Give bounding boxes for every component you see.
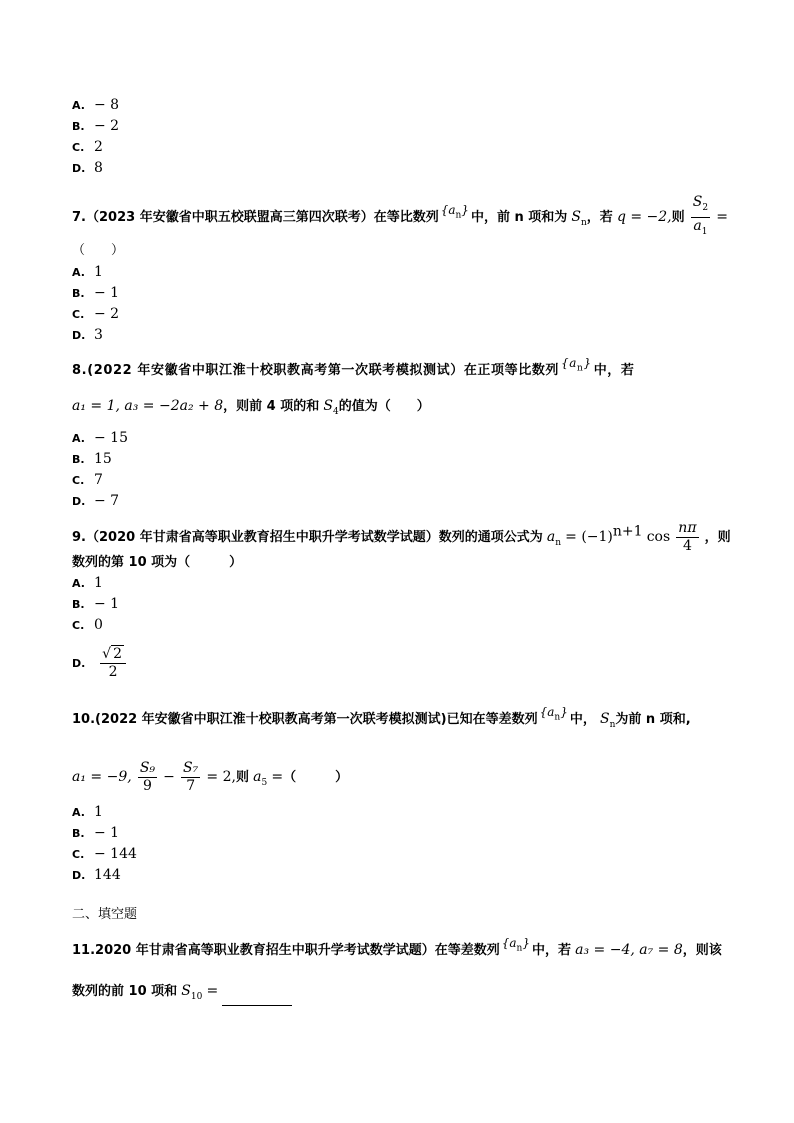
q6-option-a: A. − 8: [72, 97, 120, 113]
s10-symbol: $S_{10}$: [181, 983, 203, 1002]
q10-fraction-s9: $\frac{\text{S₉}}{9}$: [139, 760, 156, 794]
seq-an-brace: $\{a_n\}$: [440, 202, 469, 221]
q7-paren: （ ）: [72, 243, 125, 258]
sn-symbol: $S_n$: [571, 208, 587, 228]
q8-option-d: D. − 7: [72, 493, 120, 509]
s4-symbol: $S_4$: [323, 398, 339, 417]
q7-stem: 7.（2023 年安徽省中职五校联盟高三第四次联考）在等比数列 $\{a_n\}$ 中，前 n 项和为 $S_n$，若 q = −2,则 $\frac{S_2}{a_1}$ =: [72, 194, 728, 241]
q10-option-d: D. 144: [72, 867, 121, 883]
q9-stem-line1: 9.（2020 年甘肃省高等职业教育招生中职升学考试数学试题）数列的通项公式为 $a_n = (-1)^{n+1}$ cos $\frac{n\pi}{4}$ ，则: [72, 520, 731, 554]
q11-stem-line1: 11.2020 年甘肃省高等职业教育招生中职升学考试数学试题）在等差数列 $\{a_n\}$ 中，若 a₃ = −4, a₇ = 8，则该: [72, 936, 722, 958]
q7-fraction: $\frac{S_2}{a_1}$: [692, 194, 709, 237]
q7-option-a: A. 1: [72, 264, 103, 280]
q8-stem-line2: a₁ = 1, a₃ = −2a₂ + 8，则前 4 项的和 $S_4$的值为（ ）: [72, 398, 430, 417]
q7-option-c: C. − 2: [72, 306, 120, 322]
an-symbol: $a_n$: [546, 529, 561, 548]
section-title-fill-in: 二、填空题: [72, 907, 138, 922]
q9-option-b: B. − 1: [72, 596, 120, 612]
q8-option-b: B. 15: [72, 451, 112, 467]
answer-blank[interactable]: [222, 991, 292, 1006]
q10-stem-line2: a₁ = −9, $\frac{\text{S₉}}{9}$ − $\frac{\text{S₇}}{7}$ = 2,则 $a_5$ =（ ）: [72, 760, 349, 794]
seq-an-brace: $\{a_n\}$: [561, 356, 592, 374]
q9-option-d: D. $\frac{√ 2}{2}$: [72, 646, 128, 681]
q7-option-d: D. 3: [72, 327, 103, 343]
seq-an-brace: $\{a_n\}$: [539, 705, 568, 723]
q10-option-a: A. 1: [72, 804, 103, 820]
seq-an-brace: $\{a_n\}$: [501, 936, 530, 954]
q6-option-b: B. − 2: [72, 118, 120, 134]
sn-symbol: $S_n$: [600, 711, 616, 730]
q6-option-c: C. 2: [72, 139, 103, 155]
q7-option-b: B. − 1: [72, 285, 120, 301]
q9-option-a: A. 1: [72, 575, 103, 591]
q9-fraction: $\frac{n\pi}{4}$: [678, 520, 697, 554]
q11-stem-line2: 数列的前 10 项和 $S_{10}$ =: [72, 982, 292, 1006]
q9-stem-line2: 数列的第 10 项为（ ）: [72, 555, 243, 570]
q10-stem-line1: 10.(2022 年安徽省中职江淮十校职教高考第一次联考模拟测试)已知在等差数列 $\{a_n\}$ 中， $S_n$为前 n 项和,: [72, 705, 691, 730]
q8-option-c: C. 7: [72, 472, 103, 488]
a5-symbol: $a_5$: [253, 769, 268, 788]
q6-option-d: D. 8: [72, 160, 103, 176]
q8-option-a: A. − 15: [72, 430, 128, 446]
q8-stem-line1: 8.(2022 年安徽省中职江淮十校职教高考第一次联考模拟测试）在正项等比数列 $\{a_n\}$ 中，若: [72, 356, 635, 378]
q10-option-c: C. − 144: [72, 846, 137, 862]
q9-option-c: C. 0: [72, 617, 103, 633]
q10-option-b: B. − 1: [72, 825, 120, 841]
q10-fraction-s7: $\frac{\text{S₇}}{7}$: [183, 760, 199, 794]
sqrt2-over-2: $\frac{√ 2}{2}$: [100, 646, 126, 681]
